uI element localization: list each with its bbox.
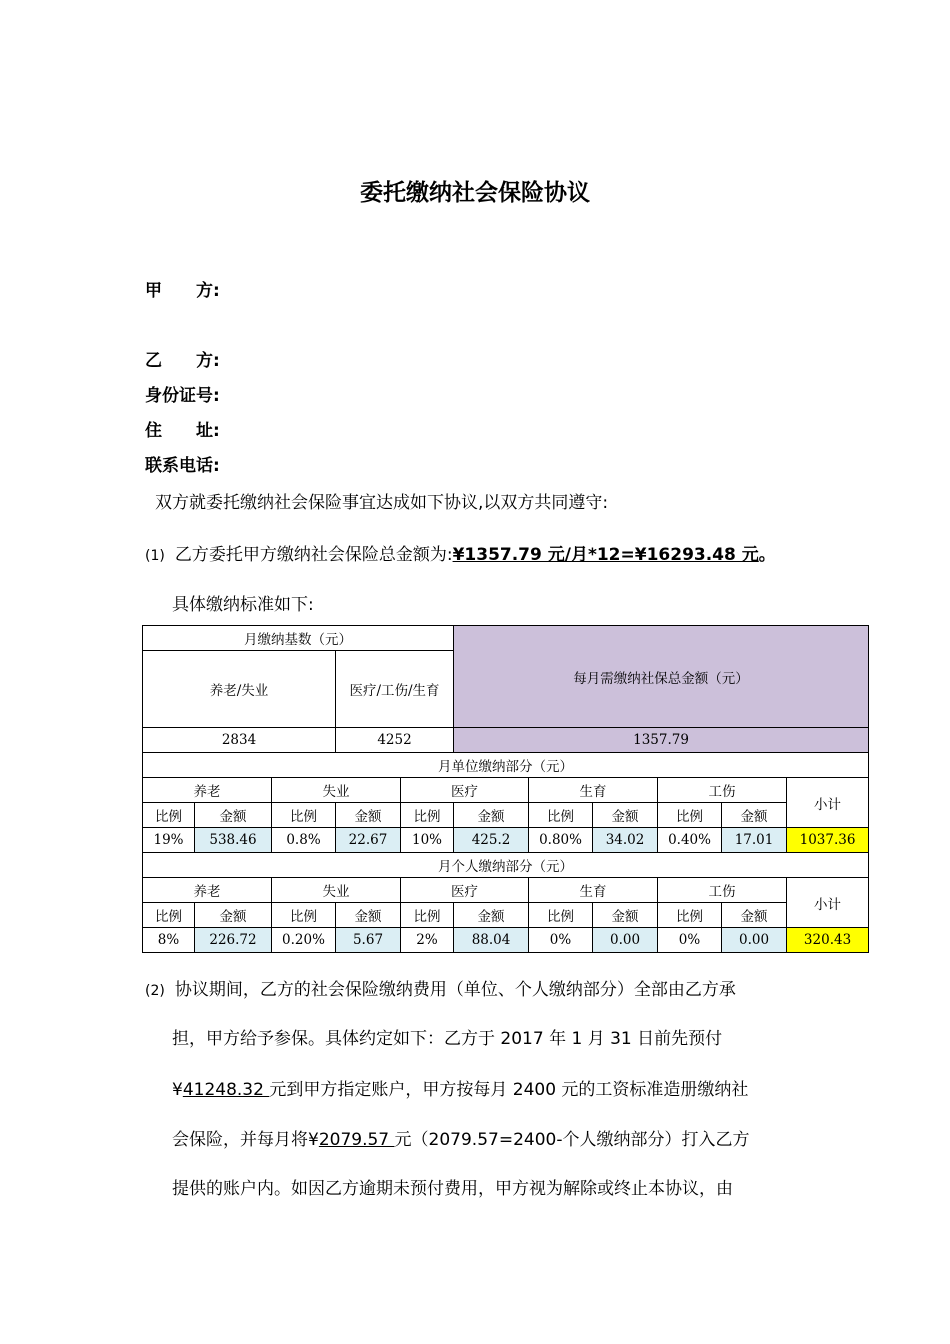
unit-subtotal-value: 1037.36 [787, 828, 869, 853]
personal-category: 医疗 [401, 878, 529, 903]
personal-rate: 0.20% [272, 928, 336, 953]
clause-1-text: 乙方委托甲方缴纳社会保险总金额为: [174, 545, 453, 565]
rate-label: 比例 [401, 903, 454, 928]
amount-label: 金额 [454, 903, 529, 928]
intro-text: 双方就委托缴纳社会保险事宜达成如下协议,以双方共同遵守: [155, 493, 609, 513]
base-value-2: 4252 [336, 728, 454, 753]
clause-2-line-4 [172, 1125, 749, 1150]
standard-label: 具体缴纳标准如下: [172, 595, 314, 615]
personal-category: 工伤 [658, 878, 787, 903]
amount-label: 金额 [593, 903, 658, 928]
rate-label: 比例 [658, 903, 722, 928]
amount-label: 金额 [722, 803, 787, 828]
unit-amount: 17.01 [722, 828, 787, 853]
unit-amount: 538.46 [195, 828, 272, 853]
clause-2-number: (2) [145, 983, 165, 999]
personal-rate: 2% [401, 928, 454, 953]
personal-rate: 0% [529, 928, 593, 953]
personal-category: 养老 [143, 878, 272, 903]
unit-amount: 425.2 [454, 828, 529, 853]
rate-label: 比例 [272, 803, 336, 828]
amount-label: 金额 [195, 903, 272, 928]
rate-label: 比例 [272, 903, 336, 928]
medical-injury-birth-header: 医疗/工伤/生育 [336, 651, 454, 728]
personal-subtotal-value: 320.43 [787, 928, 869, 953]
party-a-label: 甲 方: [145, 281, 220, 301]
phone-label: 联系电话: [145, 456, 220, 476]
unit-amount: 34.02 [593, 828, 658, 853]
party-b-label: 乙 方: [145, 351, 220, 371]
prepay-amount: 41248.32 [182, 1080, 270, 1100]
clause-2-text-3: 元到甲方指定账户，甲方按每月 2400 元的工资标准造册缴纳社 [269, 1080, 749, 1100]
amount-label: 金额 [593, 803, 658, 828]
clause-2-line-3 [172, 1075, 748, 1100]
personal-category: 生育 [529, 878, 658, 903]
unit-category: 失业 [272, 778, 401, 803]
unit-category: 工伤 [658, 778, 787, 803]
clause-1-end: 。 [758, 545, 776, 565]
unit-rate: 10% [401, 828, 454, 853]
personal-amount: 226.72 [195, 928, 272, 953]
personal-amount: 0.00 [593, 928, 658, 953]
unit-amount: 22.67 [336, 828, 401, 853]
amount-label: 金额 [195, 803, 272, 828]
base-header: 月缴纳基数（元） [143, 626, 454, 651]
document-title: 委托缴纳社会保险协议 [360, 180, 590, 206]
clause-2-text-1: 协议期间，乙方的社会保险缴纳费用（单位、个人缴纳部分）全部由乙方承 [174, 980, 736, 1000]
unit-category: 医疗 [401, 778, 529, 803]
total-value: 1357.79 [454, 728, 869, 753]
amount-label: 金额 [336, 803, 401, 828]
clause-1-amount: ¥1357.79 元/月*12=¥16293.48 元 [452, 545, 759, 565]
rate-label: 比例 [529, 803, 593, 828]
amount-label: 金额 [336, 903, 401, 928]
personal-section-header: 月个人缴纳部分（元） [143, 853, 869, 878]
personal-rate: 0% [658, 928, 722, 953]
monthly-transfer-amount: 2079.57 [318, 1130, 395, 1150]
address-label: 住 址: [145, 421, 220, 441]
total-header: 每月需缴纳社保总金额（元） [454, 626, 869, 728]
clause-2-line-1 [145, 975, 736, 1000]
clause-1 [145, 540, 776, 565]
personal-amount: 88.04 [454, 928, 529, 953]
rate-label: 比例 [658, 803, 722, 828]
id-number-label: 身份证号: [145, 386, 220, 406]
rate-label: 比例 [143, 803, 195, 828]
amount-label: 金额 [454, 803, 529, 828]
unit-category: 生育 [529, 778, 658, 803]
clause-2-text-4b: 元（2079.57=2400-个人缴纳部分）打入乙方 [394, 1130, 750, 1150]
clause-2-text-4a: 会保险，并每月将¥ [172, 1130, 319, 1150]
personal-amount: 5.67 [336, 928, 401, 953]
clause-2-line-2: 担，甲方给予参保。具体约定如下：乙方于 2017 年 1 月 31 日前先预付 [172, 1029, 723, 1049]
unit-rate: 0.8% [272, 828, 336, 853]
base-value-1: 2834 [143, 728, 336, 753]
personal-amount: 0.00 [722, 928, 787, 953]
clause-2-yen: ¥ [172, 1080, 183, 1100]
personal-category: 失业 [272, 878, 401, 903]
pension-unemployment-header: 养老/失业 [143, 651, 336, 728]
insurance-table [142, 625, 869, 953]
rate-label: 比例 [401, 803, 454, 828]
personal-subtotal-label: 小计 [787, 878, 869, 928]
unit-rate: 19% [143, 828, 195, 853]
clause-2-line-5: 提供的账户内。如因乙方逾期未预付费用，甲方视为解除或终止本协议，由 [172, 1179, 733, 1199]
rate-label: 比例 [143, 903, 195, 928]
unit-rate: 0.80% [529, 828, 593, 853]
personal-rate: 8% [143, 928, 195, 953]
rate-label: 比例 [529, 903, 593, 928]
clause-1-number: (1) [145, 548, 165, 564]
unit-category: 养老 [143, 778, 272, 803]
unit-subtotal-label: 小计 [787, 778, 869, 828]
amount-label: 金额 [722, 903, 787, 928]
unit-rate: 0.40% [658, 828, 722, 853]
unit-section-header: 月单位缴纳部分（元） [143, 753, 869, 778]
